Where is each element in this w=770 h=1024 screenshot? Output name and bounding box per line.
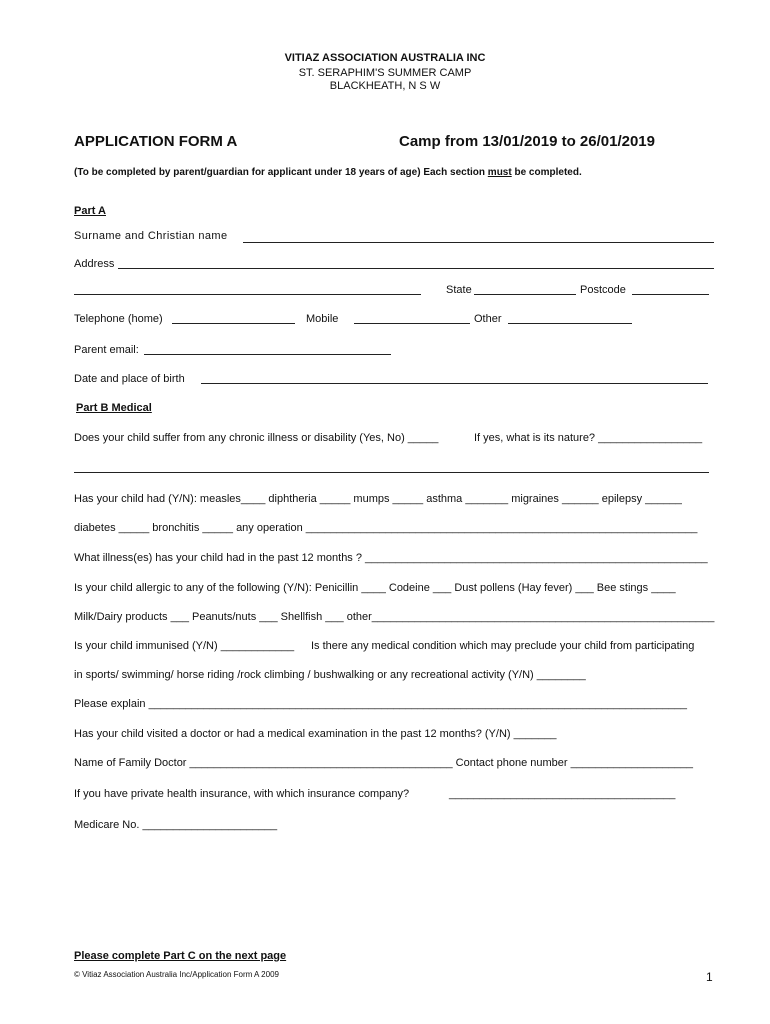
- instruction: [74, 167, 582, 178]
- immunised-question: Is your child immunised (Y/N) ____________: [74, 640, 295, 652]
- form-title: APPLICATION FORM A: [74, 133, 238, 150]
- insurance-field[interactable]: _____________________________________: [449, 788, 676, 800]
- state-label: State: [446, 284, 472, 296]
- sports-question: in sports/ swimming/ horse riding /rock climbing / bushwalking or any recreational activity (Y/N) ________: [74, 669, 586, 681]
- camp-name: ST. SERAPHIM'S SUMMER CAMP: [298, 67, 472, 79]
- telephone-label: Telephone (home): [74, 313, 163, 325]
- dob-field[interactable]: [201, 373, 708, 384]
- camp-location: BLACKHEATH, N S W: [329, 80, 441, 92]
- mobile-field[interactable]: [354, 313, 470, 324]
- org-name: VITIAZ ASSOCIATION AUSTRALIA INC: [284, 52, 486, 64]
- instruction-text-2: be completed.: [511, 167, 582, 178]
- milk-row: Milk/Dairy products ___ Peanuts/nuts ___ Shellfish ___ other________________________________________________________: [74, 611, 715, 623]
- address-label: Address: [74, 258, 115, 270]
- part-a-heading: Part A: [74, 205, 106, 217]
- address-field-1[interactable]: [118, 258, 714, 269]
- other-label: Other: [474, 313, 502, 325]
- other-phone-field[interactable]: [508, 313, 632, 324]
- insurance-question: If you have private health insurance, with which insurance company?: [74, 788, 410, 800]
- camp-dates: Camp from 13/01/2019 to 26/01/2019: [399, 133, 655, 150]
- nature-question: If yes, what is its nature? _________________: [474, 432, 703, 444]
- telephone-field[interactable]: [172, 313, 295, 324]
- next-page-note: Please complete Part C on the next page: [74, 950, 287, 962]
- diabetes-row: diabetes _____ bronchitis _____ any operation ________________________________________________________________: [74, 522, 698, 534]
- surname-field[interactable]: [243, 232, 714, 243]
- family-doctor-row: Name of Family Doctor ___________________________________________ Contact phone number ____________________: [74, 757, 693, 769]
- postcode-field[interactable]: [632, 284, 709, 295]
- had-illnesses-row: Has your child had (Y/N): measles____ diphtheria _____ mumps _____ asthma _______ migraines ______ epilepsy ______: [74, 493, 682, 505]
- dob-label: Date and place of birth: [74, 373, 185, 385]
- chronic-question: Does your child suffer from any chronic illness or disability (Yes, No) _____: [74, 432, 439, 444]
- surname-label: Surname and Christian name: [74, 230, 228, 242]
- parent-email-label: Parent email:: [74, 344, 139, 356]
- parent-email-field[interactable]: [144, 344, 391, 355]
- instruction-text-1: (To be completed by parent/guardian for applicant under 18 years of age) Each section: [74, 167, 488, 178]
- illness-12-months: What illness(es) has your child had in the past 12 months ? ________________________________________________________: [74, 552, 708, 564]
- address-field-2[interactable]: [74, 284, 421, 295]
- instruction-must: must: [487, 167, 512, 178]
- postcode-label: Postcode: [580, 284, 626, 296]
- allergy-row: Is your child allergic to any of the following (Y/N): Penicillin ____ Codeine ___ Dust pollens (Hay fever) ___ Bee stings ____: [74, 582, 676, 594]
- nature-field-2[interactable]: [74, 462, 709, 473]
- state-field[interactable]: [474, 284, 576, 295]
- page-number: 1: [706, 970, 713, 984]
- condition-question: Is there any medical condition which may preclude your child from participating: [311, 640, 695, 652]
- explain-row: Please explain ________________________________________________________________________________________: [74, 698, 687, 710]
- medicare-row: Medicare No. ______________________: [74, 819, 278, 831]
- copyright: © Vitiaz Association Australia Inc/Application Form A 2009: [74, 970, 279, 979]
- part-b-heading: Part B Medical: [76, 402, 152, 414]
- doctor-visit-question: Has your child visited a doctor or had a medical examination in the past 12 months? (Y/N) _______: [74, 728, 557, 740]
- mobile-label: Mobile: [306, 313, 339, 325]
